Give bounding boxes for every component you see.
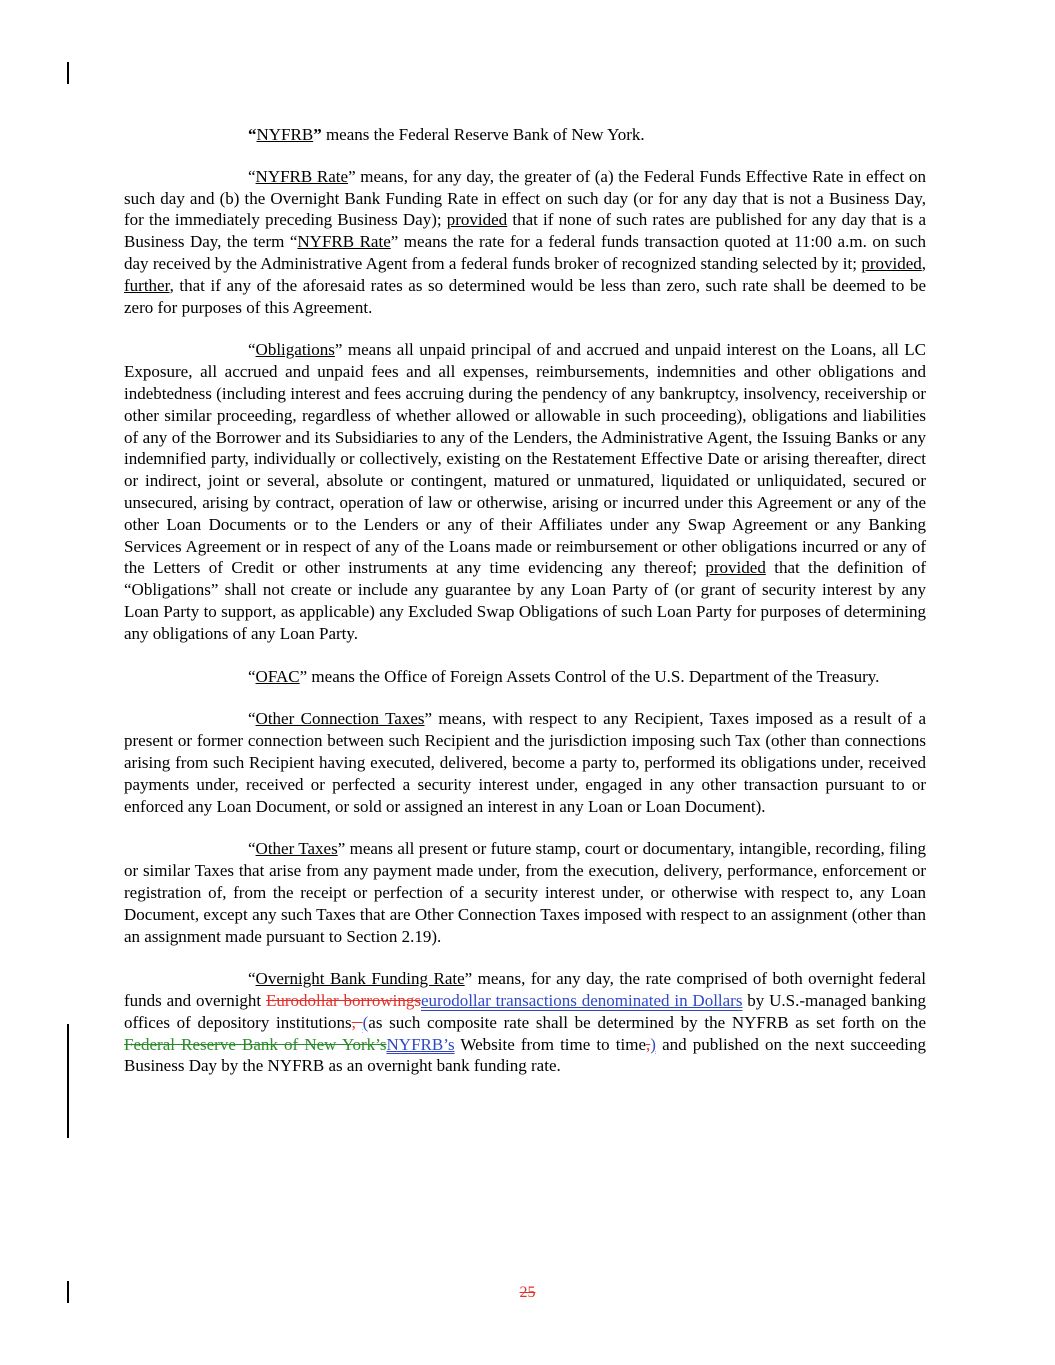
definition-text: that if none of such rates are published for any day that is a Business Day, the term “ <box>124 210 927 252</box>
definition-text: means the Federal Reserve Bank of New York. <box>321 125 645 144</box>
further-term: further <box>124 275 170 295</box>
quote-open: “ <box>248 340 256 360</box>
definition-other-connection-taxes <box>124 708 926 817</box>
quote-close: ” <box>313 125 322 144</box>
quote-open: “ <box>248 969 256 989</box>
definition-text: ” means all present or future stamp, court or documentary, intangible, recording, filing or similar Taxes that arise from any payment made under, from the execution, delivery, performance, enforcement or registration of, from the receipt or perfection of a security interest under, or otherwise with respect to, any Loan Document, except any such Taxes that are Other Connection Taxes imposed with respect to an assignment (other than an assignment made pursuant to Section 2.19). <box>124 839 926 946</box>
defined-term: Overnight Bank Funding Rate <box>255 969 465 989</box>
definition-text: by U.S.-managed banking offices of depository institutions <box>124 991 926 1032</box>
change-bar-top <box>67 62 69 84</box>
definition-nyfrb-rate <box>124 166 926 319</box>
deleted-text: Eurodollar borrowings <box>266 991 421 1011</box>
quote-open: “ <box>248 166 256 186</box>
definition-text: , that if any of the aforesaid rates as so determined would be less than zero, such rate shall be deemed to be zero for purposes of this Agreement. <box>124 275 926 317</box>
definition-text: ” means, with respect to any Recipient, Taxes imposed as a result of a present or former connection between such Recipient and the jurisdiction imposing such Tax (other than connections arising from such Recipient having executed, delivered, become a party to, performed its obligations under, received payments under, received or perfected a security interest under, engaged in any other transaction pursuant to or enforced any Loan Document, or sold or assigned an interest in any Loan or Loan Document). <box>124 709 926 816</box>
definition-text: ” means the rate for a federal funds transaction quoted at 11:00 a.m. on such day received by the Administrative Agent from a federal funds broker of recognized standing selected by it; <box>124 232 926 273</box>
provided-term: provided <box>705 558 766 578</box>
document-body <box>124 124 926 1098</box>
definition-nyfrb <box>124 124 926 146</box>
inserted-text: eurodollar transactions denominated in Dollars <box>420 991 743 1011</box>
provided-term: provided <box>446 210 508 230</box>
defined-term: NYFRB <box>256 125 314 144</box>
quote-open: “ <box>248 839 256 859</box>
moved-deleted-text: Federal Reserve Bank of New York’s <box>124 1034 387 1054</box>
defined-term: Other Taxes <box>255 839 338 859</box>
definition-overnight-bank-funding-rate <box>124 968 926 1077</box>
definition-text: ” means, for any day, the rate comprised of both overnight federal funds and overnight <box>124 969 926 1011</box>
defined-term-reference: NYFRB Rate <box>297 232 391 252</box>
quote-open: “ <box>248 666 256 686</box>
definition-text: and published on the next succeeding Business Day by the NYFRB as an overnight bank funding rate. <box>124 1034 926 1076</box>
defined-term: Obligations <box>255 340 335 360</box>
punctuation: , <box>921 253 926 273</box>
definition-text: ” means, for any day, the greater of (a) the Federal Funds Effective Rate in effect on such day and (b) the Overnight Bank Funding Rate in effect on such day (or for any day that is not a Business Day, for the immediately preceding Business Day); <box>124 166 927 230</box>
definition-text: ” means all unpaid principal of and accrued and unpaid interest on the Loans, all LC Exposure, all accrued and unpaid fees and all expenses, reimbursements, indemnities and other obligations and indebtedness (including interest and fees accruing during the pendency of any bankruptcy, insolvency, receivership or other similar proceeding, regardless of whether allowed or allowable in such proceeding), obligations and liabilities of any of the Borrower and its Subsidiaries to any of the Lenders, the Administrative Agent, the Issuing Banks or any indemnified party, individually or collectively, existing on the Restatement Effective Date or arising thereafter, direct or indirect, joint or several, absolute or contingent, matured or unmatured, liquidated or unliquidated, secured or unsecured, arising by contract, operation of law or otherwise, arising or incurred under this Agreement or any of the other Loan Documents or to the Lenders or any of their Affiliates under any Swap Agreement or any Banking Services Agreement or in respect of any of the Loans made or reimbursement or other obligations incurred or any of the Letters of Credit or other instruments at any time evidencing any thereof; <box>124 340 926 578</box>
deleted-text: , <box>646 1034 651 1054</box>
definition-text: ” means the Office of Foreign Assets Control of the U.S. Department of the Treasury. <box>299 666 880 686</box>
definition-ofac <box>124 666 926 688</box>
definition-text: Website from time to time <box>454 1034 646 1054</box>
inserted-text: ( <box>362 1012 369 1032</box>
definition-text: that the definition of “Obligations” shall not create or include any guarantee by any Loan Party of (or grant of security interest by any Loan Party to support, as applicable) any Excluded Swap Obligations of such Loan Party for purposes of determining any obligations of any Loan Party. <box>124 558 926 643</box>
quote-open: “ <box>248 125 257 144</box>
inserted-text: ) <box>650 1034 656 1054</box>
inserted-text: NYFRB’s <box>386 1034 455 1054</box>
change-bar-revision <box>67 1024 69 1138</box>
definition-obligations <box>124 339 926 644</box>
definition-other-taxes <box>124 838 926 947</box>
deleted-text: , <box>351 1012 363 1032</box>
quote-open: “ <box>248 709 256 729</box>
defined-term: NYFRB Rate <box>255 166 349 186</box>
defined-term: Other Connection Taxes <box>255 709 425 729</box>
provided-term: provided <box>861 253 922 273</box>
page-number: 25 <box>519 1284 536 1301</box>
defined-term: OFAC <box>255 666 300 686</box>
definition-text: as such composite rate shall be determined by the NYFRB as set forth on the <box>368 1012 927 1032</box>
